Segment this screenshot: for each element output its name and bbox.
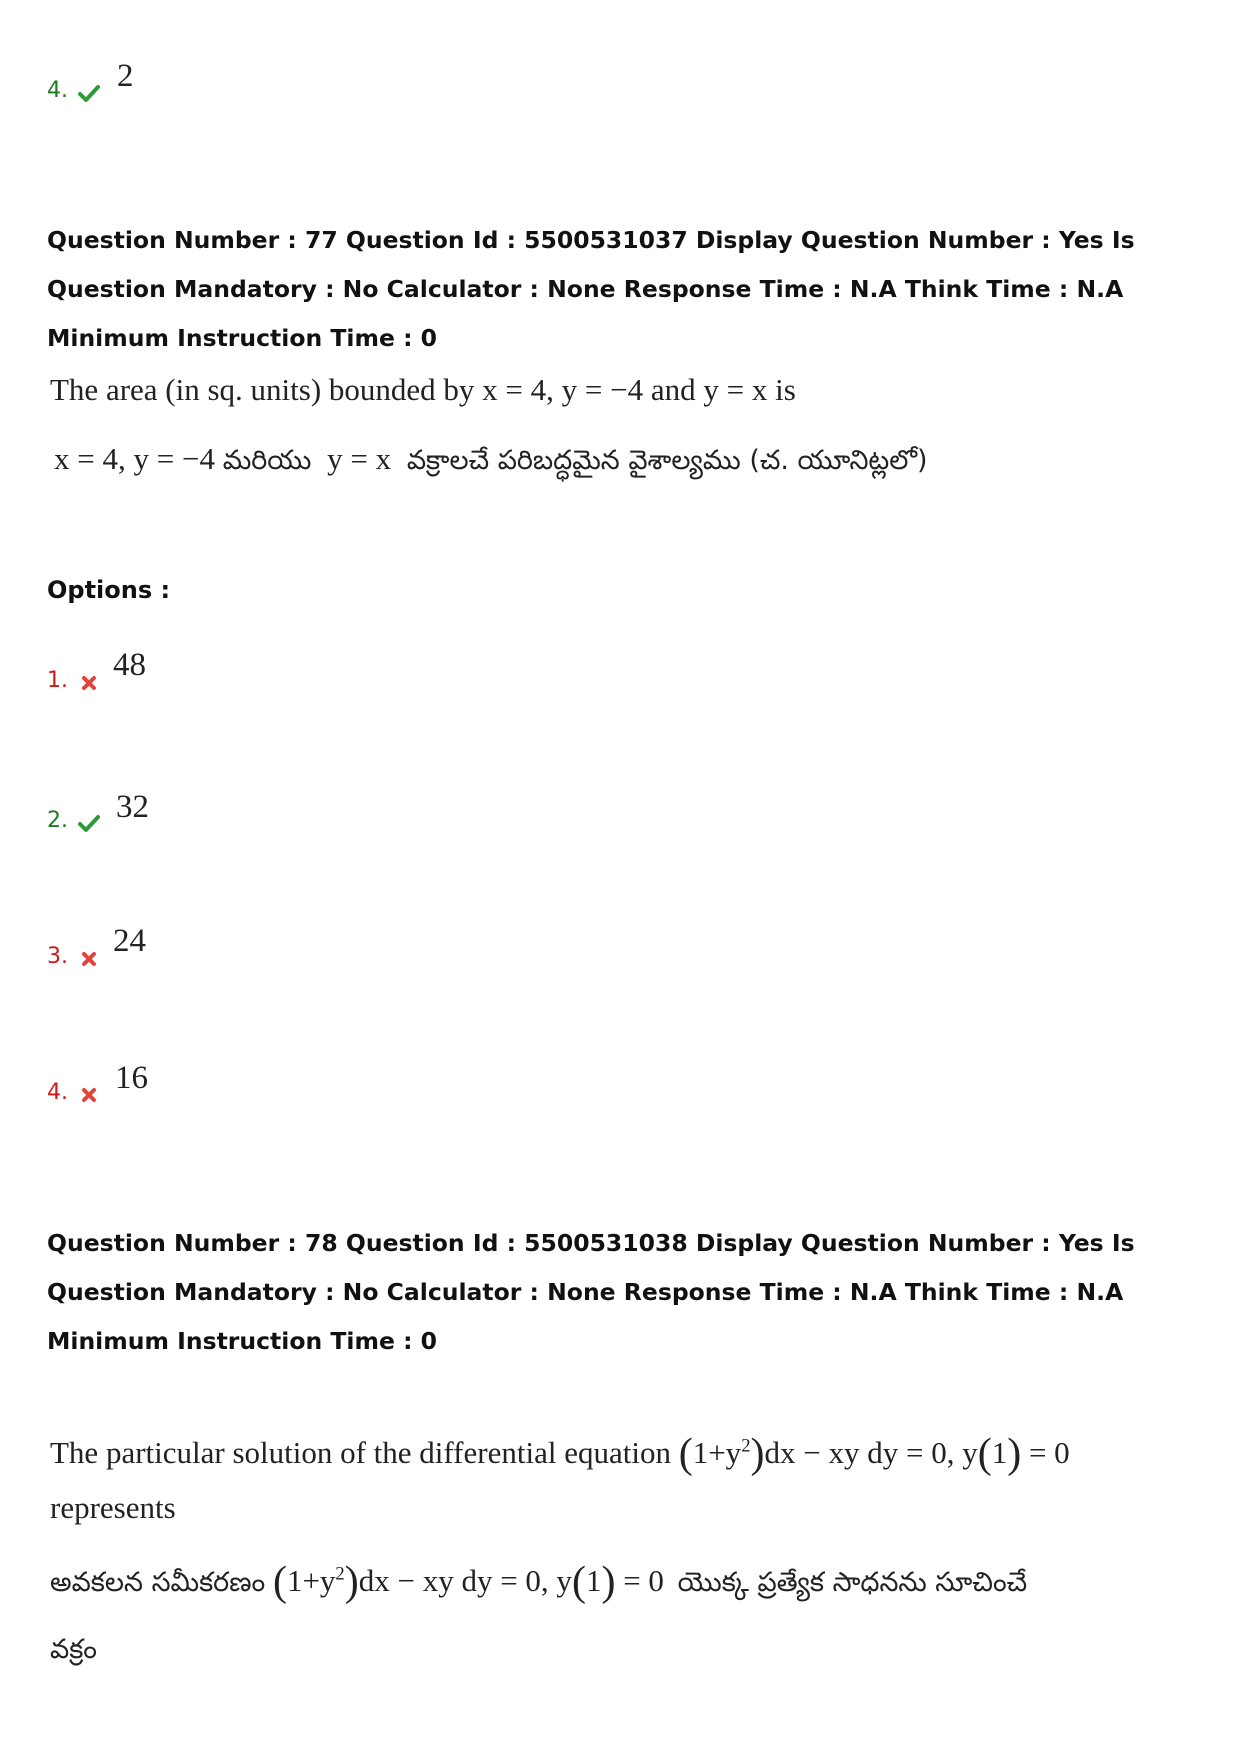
equation: 1 [585, 1563, 602, 1598]
equation: 1+y [692, 1435, 742, 1470]
text: వక్రాలచే పరిబద్ధమైన వైశాల్యము (చ. యూనిట్లలో) [406, 445, 928, 476]
option-value: 2 [117, 58, 134, 94]
paren: ( [977, 1431, 992, 1477]
option-number: 3. [47, 944, 68, 969]
prev-option-4 [47, 78, 101, 103]
exponent: 2 [335, 1563, 345, 1585]
option-4 [47, 1080, 101, 1105]
text: యొక్క ప్రత్యేక సాధనను సూచించే [677, 1567, 1028, 1598]
paren: ) [1007, 1431, 1022, 1477]
equation: 1+y [286, 1563, 336, 1598]
text: The particular solution of the differential equation [50, 1435, 671, 1470]
equation: y = −4 [561, 372, 644, 407]
question-text-te-78-line2: వక్రం [50, 1634, 97, 1665]
paren: ( [272, 1559, 287, 1605]
option-2 [47, 808, 101, 833]
equation: dx − xy dy = 0, y [358, 1563, 572, 1598]
option-value: 24 [113, 923, 146, 959]
check-icon [77, 813, 101, 833]
question-text-te-77 [54, 441, 928, 483]
equation: dx − xy dy = 0, y [764, 1435, 978, 1470]
option-number: 2. [47, 808, 68, 833]
cross-icon [77, 1085, 101, 1105]
option-1 [47, 668, 101, 693]
question-text-en-78-line2: represents [50, 1490, 176, 1525]
text: The area (in sq. units) bounded by [50, 372, 475, 407]
paren: ) [601, 1559, 616, 1605]
exponent: 2 [741, 1435, 751, 1457]
option-number: 4. [47, 78, 68, 103]
option-value: 32 [116, 789, 149, 825]
option-number: 4. [47, 1080, 68, 1105]
paren: ) [344, 1559, 359, 1605]
option-number: 1. [47, 668, 68, 693]
text: is [775, 372, 796, 407]
equation: x = 4, [54, 441, 126, 476]
paren: ( [678, 1431, 693, 1477]
option-3 [47, 944, 101, 969]
text: మరియు [222, 445, 312, 476]
cross-icon [77, 673, 101, 693]
question-text-te-78 [50, 1558, 1027, 1606]
equation: y = x [703, 372, 768, 407]
question-text-en-78 [50, 1430, 1070, 1478]
options-label: Options : [47, 576, 171, 604]
option-value: 16 [115, 1060, 148, 1096]
equation: y = −4 [133, 441, 215, 476]
text: and [650, 372, 696, 407]
option-value: 48 [113, 647, 146, 683]
question-meta-78: Question Number : 78 Question Id : 5500531038 Display Question Number : Yes Is Question Mandatory : No Calculator : None Response Time : N.A Think Time : N.A Minimum Instruction Time : 0 [47, 1229, 1135, 1355]
text: అవకలన సమీకరణం [50, 1567, 266, 1598]
equation: x = 4, [482, 372, 554, 407]
cross-icon [77, 949, 101, 969]
equation: y = x [327, 441, 392, 476]
equation: = 0 [623, 1563, 664, 1598]
check-icon [77, 83, 101, 103]
equation: 1 [991, 1435, 1008, 1470]
equation: = 0 [1028, 1435, 1070, 1470]
question-meta-77: Question Number : 77 Question Id : 5500531037 Display Question Number : Yes Is Question Mandatory : No Calculator : None Response Time : N.A Think Time : N.A Minimum Instruction Time : 0 [47, 226, 1135, 352]
paren: ) [750, 1431, 765, 1477]
question-text-en-77 [50, 372, 796, 408]
paren: ( [571, 1559, 586, 1605]
